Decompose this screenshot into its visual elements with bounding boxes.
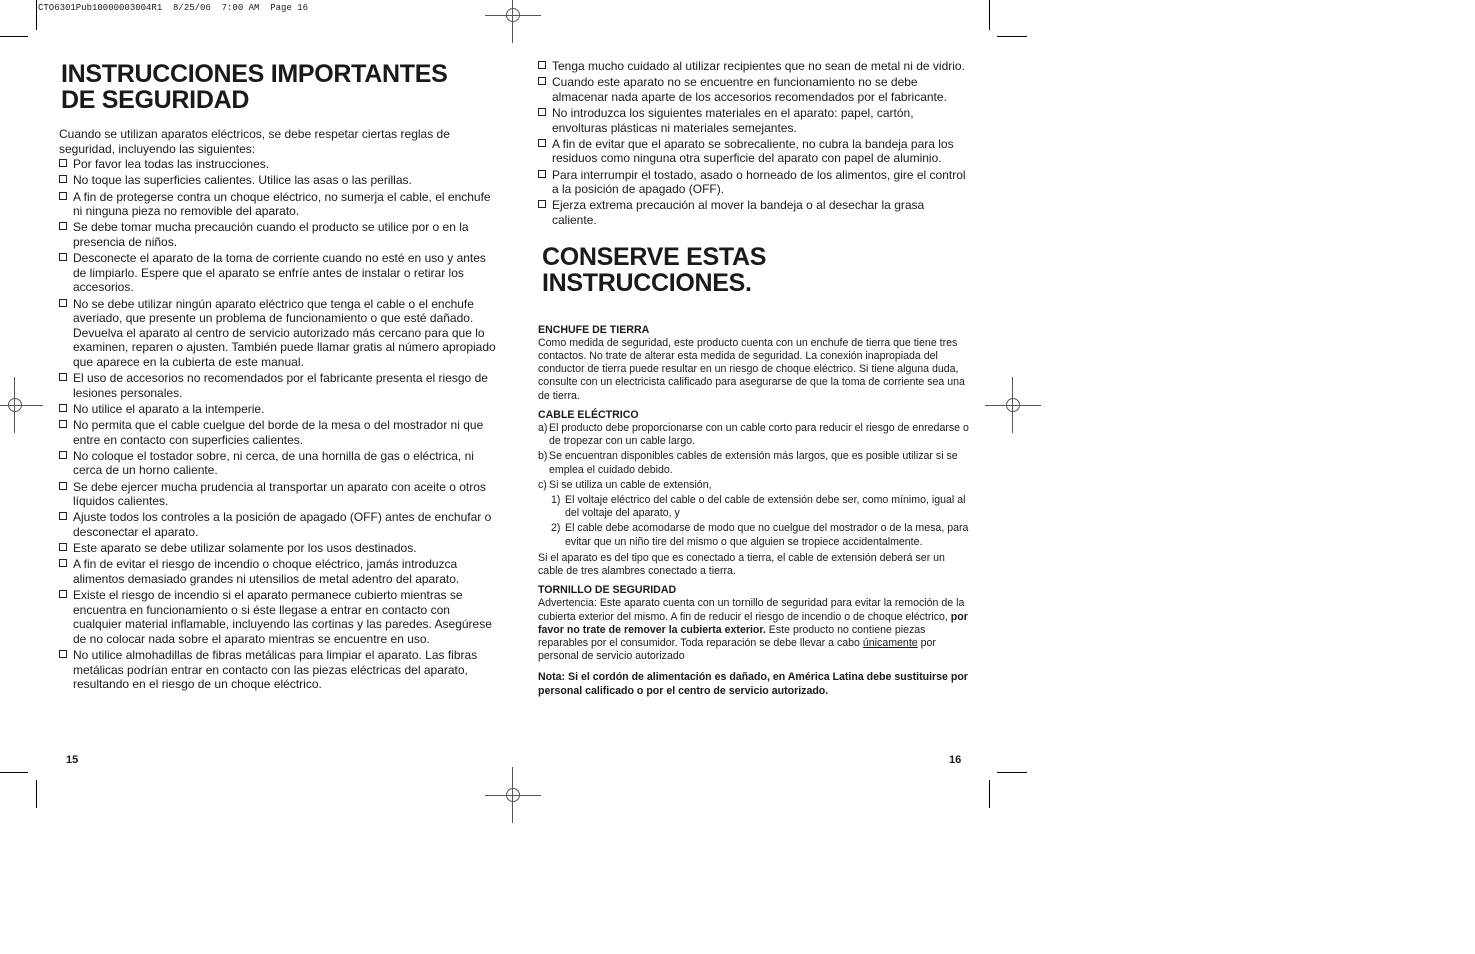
enum-label: a): [538, 421, 548, 434]
text-run: por personal de servicio autorizado: [538, 636, 936, 663]
crop-mark: [989, 780, 990, 808]
item-text: Se debe tomar mucha precaución cuando el producto se utilice por o en la presencia de niños.: [73, 220, 469, 249]
title-line: INSTRUCCIONES IMPORTANTES: [61, 60, 448, 88]
checkbox-icon: [538, 170, 546, 178]
enum-label: 1): [551, 493, 561, 506]
item-text: A fin de evitar que el aparato se sobrecaliente, no cubra la bandeja para los residuos como ninguna otra superficie del aparato con papel de aluminio.: [552, 136, 954, 166]
item-text: Ajuste todos los controles a la posición de apagado (OFF) antes de enchufar o desconectar el aparato.: [73, 510, 492, 539]
registration-mark-icon: [485, 0, 541, 43]
list-item: [59, 157, 499, 172]
list-item: [538, 137, 970, 166]
list-item: [59, 402, 499, 417]
crop-mark: [36, 780, 37, 808]
print-slug: CTO6301Pub10000003004R1 8/25/06 7:00 AM Page 16: [38, 3, 309, 13]
list-item: [59, 251, 499, 295]
section-title: ENCHUFE DE TIERRA: [538, 323, 650, 336]
text-bold: por favor no trate de remover la cubierta exterior.: [538, 610, 968, 636]
page-number: 16: [949, 754, 962, 766]
checkbox-icon: [59, 192, 67, 200]
item-text: Este aparato se debe utilizar solamente por los usos destinados.: [73, 541, 417, 556]
item-text: Por favor lea todas las instrucciones.: [73, 157, 270, 172]
checkbox-icon: [59, 650, 67, 658]
checkbox-icon: [59, 559, 67, 567]
enum-label: c): [538, 478, 547, 491]
list-item: [59, 371, 499, 400]
list-item: [59, 510, 499, 539]
item-text: No permita que el cable cuelgue del borde de la mesa o del mostrador ni que entre en contacto con superficies calientes.: [73, 418, 484, 447]
list-item: [538, 106, 970, 135]
intro-text: Cuando se utilizan aparatos eléctricos, se debe respetar ciertas reglas de seguridad, incluyendo las siguientes:: [59, 127, 450, 156]
cord-section: [538, 409, 970, 578]
checkbox-icon: [59, 512, 67, 520]
enum-label: b): [538, 450, 548, 463]
list-item: [59, 588, 499, 646]
checkbox-icon: [538, 77, 546, 85]
screw-section: [538, 584, 970, 663]
checkbox-icon: [59, 404, 67, 412]
plug-section: [538, 324, 970, 403]
title-line: DE SEGURIDAD: [61, 86, 250, 114]
item-text: Cuando este aparato no se encuentre en funcionamiento no se debe almacenar nada aparte de los accesorios recomendados por el fabricante.: [552, 75, 947, 104]
crop-mark: [997, 772, 1027, 773]
cord-item-c1: [538, 494, 970, 520]
safety-list-right: [538, 59, 970, 228]
enum-label: 2): [551, 522, 561, 535]
item-text: No introduzca los siguientes materiales en el aparato: papel, cartón, envolturas plásticas ni materiales semejantes.: [552, 105, 914, 135]
item-text: No se debe utilizar ningún aparato eléctrico que tenga el cable o el enchufe averiado, que presente un problema de funcionamiento o que esté dañado. Devuelva el aparato al centro de servicio autorizado más cercano para que lo examinen, reparen o ajusten. También puede llamar gratis al número apropiado que aparece en la cubierta de este manual.: [73, 296, 496, 369]
text-run: Este producto no contiene piezas reparables por el consumidor. Toda reparación se debe llevar a cabo: [538, 623, 926, 649]
item-text: A fin de protegerse contra un choque eléctrico, no sumerja el cable, el enchufe ni ninguna pieza no removible del aparato.: [73, 189, 491, 219]
cord-item-b: [538, 450, 970, 476]
checkbox-icon: [538, 139, 546, 147]
enum-text: Si se utiliza un cable de extensión,: [549, 478, 712, 491]
checkbox-icon: [59, 420, 67, 428]
list-item: [59, 648, 499, 692]
checkbox-icon: [59, 175, 67, 183]
crop-mark: [989, 0, 990, 30]
crop-mark: [0, 772, 28, 773]
list-item: [59, 173, 499, 188]
item-text: Desconecte el aparato de la toma de corriente cuando no esté en uso y antes de limpiarlo. Espere que el aparato se enfríe antes de instalar o retirar los accesorios.: [73, 251, 486, 295]
list-item: [538, 59, 970, 74]
screw-text: [538, 597, 970, 663]
cord-item-c2: [538, 522, 970, 548]
item-text: A fin de evitar el riesgo de incendio o choque eléctrico, jamás introduzca alimentos demasiado grandes ni utensilios de metal adentro del aparato.: [73, 557, 460, 586]
checkbox-icon: [59, 373, 67, 381]
checkbox-icon: [59, 253, 67, 261]
list-item: [59, 418, 499, 447]
safety-list-left: [59, 157, 499, 692]
list-item: [59, 480, 499, 509]
section-title: TORNILLO DE SEGURIDAD: [538, 584, 677, 597]
item-text: Tenga mucho cuidado al utilizar recipientes que no sean de metal ni de vidrio.: [552, 59, 965, 73]
plug-text: Como medida de seguridad, este producto cuenta con un enchufe de tierra que tiene tres contactos. No trate de alterar esta medida de seguridad. La conexión inapropiada del conductor de tierra puede resultar en un riesgo de choque eléctrico. Si tiene alguna duda, consulte con un electricista calificado para asegurarse de que la toma de corriente sea una de tierra.: [538, 336, 965, 402]
item-text: Se debe ejercer mucha prudencia al transportar un aparato con aceite o otros líquidos calientes.: [73, 479, 486, 509]
enum-text: Se encuentran disponibles cables de extensión más largos, que es posible utilizar si se emplea el cuidado debido.: [549, 450, 958, 476]
checkbox-icon: [59, 482, 67, 490]
checkbox-icon: [59, 299, 67, 307]
cord-item-a: [538, 422, 970, 448]
item-text: No utilice almohadillas de fibras metálicas para limpiar el aparato. Las fibras metálicas podrían entrar en contacto con las piezas eléctricas del aparato, resultando en el riesgo de un choque eléctrico.: [73, 648, 478, 692]
checkbox-icon: [538, 200, 546, 208]
text-run: Advertencia: Este aparato cuenta con un tornillo de seguridad para evitar la remoción de la cubierta exterior del mismo. A fin de reducir el riesgo de incendio o de choque eléctrico,: [538, 597, 965, 623]
text-underlined: únicamente: [862, 636, 918, 649]
left-page: [59, 61, 499, 693]
list-item: [59, 557, 499, 586]
list-item: [538, 75, 970, 104]
right-page: [538, 59, 970, 698]
checkbox-icon: [538, 61, 546, 69]
crop-mark: [0, 36, 28, 37]
conserve-heading: CONSERVE ESTAS INSTRUCCIONES.: [542, 242, 767, 297]
crop-mark: [997, 36, 1027, 37]
cord-item-c: [538, 479, 970, 492]
item-text: Ejerza extrema precaución al mover la bandeja o al desechar la grasa caliente.: [552, 198, 925, 227]
checkbox-icon: [59, 543, 67, 551]
enum-text: El producto debe proporcionarse con un cable corto para reducir el riesgo de enredarse o de tropezar con un cable largo.: [549, 421, 969, 448]
list-item: [59, 220, 499, 249]
list-item: [59, 297, 499, 370]
registration-mark-icon: [485, 767, 541, 823]
item-text: No toque las superficies calientes. Utilice las asas o las perillas.: [73, 173, 412, 188]
registration-mark-icon: [0, 377, 43, 433]
cord-after-text: Si el aparato es del tipo que es conectado a tierra, el cable de extensión deberá ser un cable de tres alambres conectado a tierra.: [538, 551, 945, 577]
enum-text: El cable debe acomodarse de modo que no cuelgue del mostrador o de la mesa, para evitar que un niño tire del mismo o que alguien se tropiece accidentalmente.: [565, 522, 969, 548]
checkbox-icon: [59, 590, 67, 598]
checkbox-icon: [538, 108, 546, 116]
registration-mark-icon: [985, 377, 1041, 433]
item-text: Para interrumpir el tostado, asado o horneado de los alimentos, gire el control a la posición de apagado (OFF).: [552, 167, 966, 197]
list-item: [538, 168, 970, 197]
page-title: [59, 61, 499, 113]
checkbox-icon: [59, 222, 67, 230]
item-text: No coloque el tostador sobre, ni cerca, de una hornilla de gas o eléctrica, ni cerca de un horno caliente.: [73, 448, 474, 478]
item-text: Existe el riesgo de incendio si el aparato permanece cubierto mientras se encuentra en funcionamiento o si éste llegase a entrar en contacto con cualquier material inflamable, incluyendo las cortinas y las paredes. Asegúrese de no colocar nada sobre el aparato mientras se encuentre en uso.: [73, 588, 492, 646]
checkbox-icon: [59, 451, 67, 459]
crop-mark: [36, 0, 37, 30]
enum-text: El voltaje eléctrico del cable o del cable de extensión debe ser, como mínimo, igual al del voltaje del aparato, y: [565, 493, 966, 520]
list-item: [538, 198, 970, 227]
note: Nota: Si el cordón de alimentación es dañado, en América Latina debe sustituirse por personal calificado o por el centro de servicio autorizado.: [538, 671, 968, 697]
list-item: [59, 541, 499, 556]
item-text: El uso de accesorios no recomendados por el fabricante presenta el riesgo de lesiones personales.: [73, 371, 488, 400]
checkbox-icon: [59, 159, 67, 167]
list-item: [59, 190, 499, 219]
item-text: No utilice el aparato a la intemperie.: [73, 401, 265, 416]
section-title: CABLE ELÉCTRICO: [538, 408, 639, 421]
list-item: [59, 449, 499, 478]
page-number: 15: [66, 754, 79, 766]
